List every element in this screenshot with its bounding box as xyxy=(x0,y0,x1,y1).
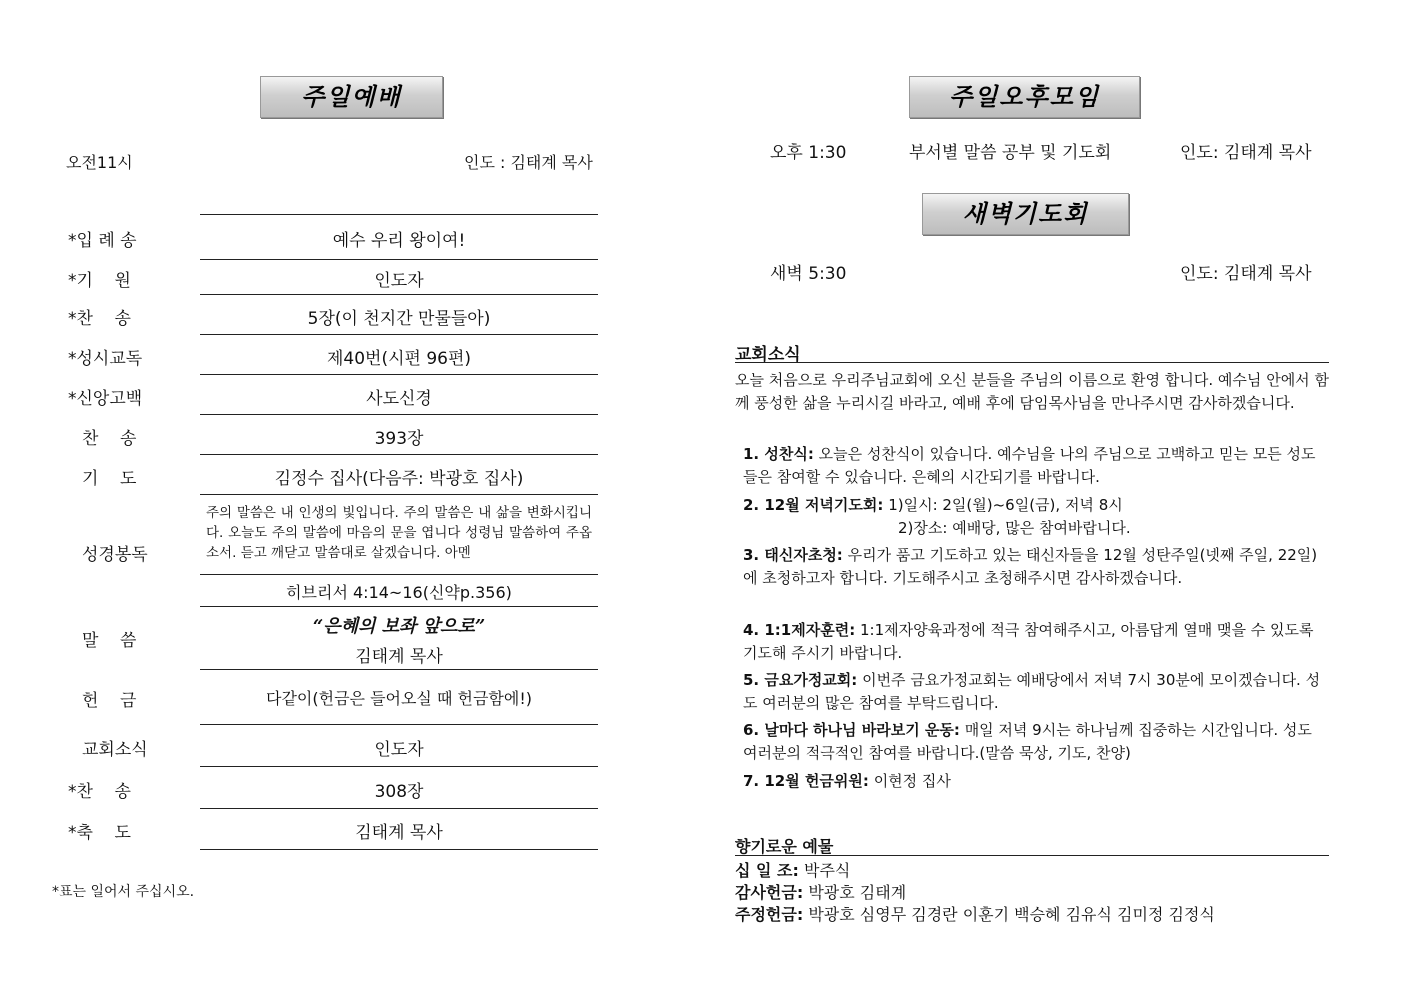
order-content-scripture-prayer: 주의 말씀은 내 인생의 빛입니다. 주의 말씀은 내 삶을 변화시킵니다. 오늘도 주의 말씀에 마음의 문을 엽니다 성령님 말씀하여 주옵소서. 듣고 깨닫고 말씀대로 살겠습니다. 아멘 xyxy=(206,505,592,561)
order-rule xyxy=(200,374,598,375)
news-item-2 xyxy=(743,494,1329,517)
news-item-2-line-2: 2)장소: 예배당, 많은 참여바랍니다. xyxy=(898,519,1131,537)
order-label-benediction: *축 도 xyxy=(68,823,131,843)
dawn-leader: 인도: 김태계 목사 xyxy=(1180,264,1312,284)
afternoon-time: 오후 1:30 xyxy=(770,143,847,163)
news-heading: 교회소식 xyxy=(735,345,801,365)
order-content-announcements: 인도자 xyxy=(374,740,424,760)
news-item-text: 우리가 품고 기도하고 있는 태신자들을 12월 성탄주일(넷째 주일, 22일)에 초청하고자 합니다. 기도해주시고 초청해주시면 감사하겠습니다. xyxy=(743,546,1318,587)
news-item-label: 4. 1:1제자훈련: xyxy=(743,621,856,639)
news-item-text: 매일 저녁 9시는 하나님께 집중하는 시간입니다. 성도 여러분의 적극적인 참여를 바랍니다.(말씀 묵상, 기도, 찬양) xyxy=(743,721,1312,762)
order-label-invocation: *기 원 xyxy=(68,271,131,291)
offering-names: 박광호 김태계 xyxy=(808,883,907,902)
afternoon-title: 부서별 말씀 공부 및 기도회 xyxy=(909,143,1112,163)
order-label-hymn-3: *찬 송 xyxy=(68,782,131,802)
order-content-hymn-3: 308장 xyxy=(374,782,424,802)
news-item-text: 오늘은 성찬식이 있습니다. 예수님을 나의 주님으로 고백하고 믿는 모든 성도들은 참여할 수 있습니다. 은혜의 시간되기를 바랍니다. xyxy=(743,445,1316,486)
news-item-text: 이현정 집사 xyxy=(873,772,951,790)
order-rule xyxy=(200,849,598,850)
news-heading-rule xyxy=(735,362,1329,363)
afternoon-leader: 인도: 김태계 목사 xyxy=(1180,143,1312,163)
order-content-invocation: 인도자 xyxy=(374,271,424,291)
worship-leader: 인도 : 김태계 목사 xyxy=(464,153,593,172)
order-rule xyxy=(200,574,598,575)
order-content-creed: 사도신경 xyxy=(366,389,432,409)
order-rule xyxy=(200,606,598,607)
news-item-4 xyxy=(743,619,1329,665)
news-item-text: 이번주 금요가정교회는 예배당에서 저녁 7시 30분에 모이겠습니다. 성도 여러분의 많은 참여를 부탁드립니다. xyxy=(743,671,1321,712)
order-content-hymn-2: 393장 xyxy=(374,429,424,449)
order-label-offering: 헌 금 xyxy=(82,691,137,711)
order-label-hymn-2: 찬 송 xyxy=(82,429,137,449)
order-label-creed: *신앙고백 xyxy=(68,389,143,409)
order-content-benediction: 김태계 목사 xyxy=(355,823,443,843)
news-item-label: 2. 12월 저녁기도회: xyxy=(743,496,884,514)
order-content-prayer: 김정수 집사(다음주: 박광호 집사) xyxy=(274,469,524,489)
news-item-6 xyxy=(743,719,1329,765)
news-item-text: 1)일시: 2일(월)~6일(금), 저녁 8시 xyxy=(888,496,1123,514)
news-item-label: 7. 12월 헌금위원: xyxy=(743,772,869,790)
news-item-text: 1:1제자양육과정에 적극 참여해주시고, 아름답게 열매 맺을 수 있도록 기도해 주시기 바랍니다. xyxy=(743,621,1314,662)
order-content-hymn: 5장(이 천지간 만물들아) xyxy=(307,309,491,329)
news-item-3 xyxy=(743,544,1329,590)
order-label-procession: *입 례 송 xyxy=(68,231,137,251)
news-item-label: 6. 날마다 하나님 바라보기 운동: xyxy=(743,721,960,739)
stand-footnote: *표는 일어서 주십시오. xyxy=(52,884,195,900)
offering-label: 십 일 조: xyxy=(735,861,799,880)
order-content-offering: 다같이(헌금은 들어오실 때 헌금함에!) xyxy=(266,689,532,708)
news-item-5 xyxy=(743,669,1329,715)
order-rule xyxy=(200,724,598,725)
order-content-responsive-reading: 제40번(시편 96편) xyxy=(326,349,472,369)
order-rule xyxy=(200,808,598,809)
offering-row-weekly xyxy=(735,903,1215,926)
worship-time: 오전11시 xyxy=(66,153,133,172)
news-item-7 xyxy=(743,770,1329,793)
offering-names: 박주식 xyxy=(804,861,851,880)
offering-label: 감사헌금: xyxy=(735,883,804,902)
order-label-prayer: 기 도 xyxy=(82,469,137,489)
sunday-worship-banner: 주일예배 xyxy=(260,76,443,118)
order-label-scripture: 성경봉독 xyxy=(82,545,148,565)
news-intro: 오늘 처음으로 우리주님교회에 오신 분들을 주님의 이름으로 환영 합니다. 예수님 안에서 함께 풍성한 삶을 누리시길 바라고, 예배 후에 담임목사님을 만나주시면 감사하겠습니다. xyxy=(735,371,1329,412)
order-rule xyxy=(200,259,598,260)
dawn-time: 새벽 5:30 xyxy=(770,264,847,284)
offering-label: 주정헌금: xyxy=(735,905,804,924)
order-label-hymn: *찬 송 xyxy=(68,309,131,329)
order-label-sermon: 말 씀 xyxy=(82,631,137,651)
order-rule xyxy=(200,494,598,495)
sermon-preacher: 김태계 목사 xyxy=(355,647,443,667)
order-content-procession: 예수 우리 왕이여! xyxy=(332,231,466,251)
news-item-label: 1. 성찬식: xyxy=(743,445,814,463)
order-label-responsive-reading: *성시교독 xyxy=(68,349,143,369)
offering-names: 박광호 심영무 김경란 이훈기 백승혜 김유식 김미정 김정식 xyxy=(808,905,1215,924)
order-rule xyxy=(200,214,598,215)
news-item-label: 3. 태신자초청: xyxy=(743,546,843,564)
news-item-1 xyxy=(743,443,1329,489)
offering-row-thanks xyxy=(735,881,906,904)
order-rule xyxy=(200,294,598,295)
offering-heading: 향기로운 예물 xyxy=(735,837,834,856)
dawn-prayer-banner: 새벽기도회 xyxy=(922,193,1129,235)
order-rule xyxy=(200,766,598,767)
order-rule xyxy=(200,334,598,335)
order-rule xyxy=(200,454,598,455)
offering-row-tithe xyxy=(735,859,850,882)
offering-heading-rule xyxy=(735,855,1329,856)
order-label-announcements: 교회소식 xyxy=(82,740,148,760)
order-content-scripture-passage: 히브리서 4:14~16(신약p.356) xyxy=(286,583,512,602)
order-rule xyxy=(200,669,598,670)
sermon-title: “은혜의 보좌 앞으로” xyxy=(312,616,486,637)
afternoon-meeting-banner: 주일오후모임 xyxy=(909,76,1140,118)
news-item-label: 5. 금요가정교회: xyxy=(743,671,858,689)
order-rule xyxy=(200,414,598,415)
